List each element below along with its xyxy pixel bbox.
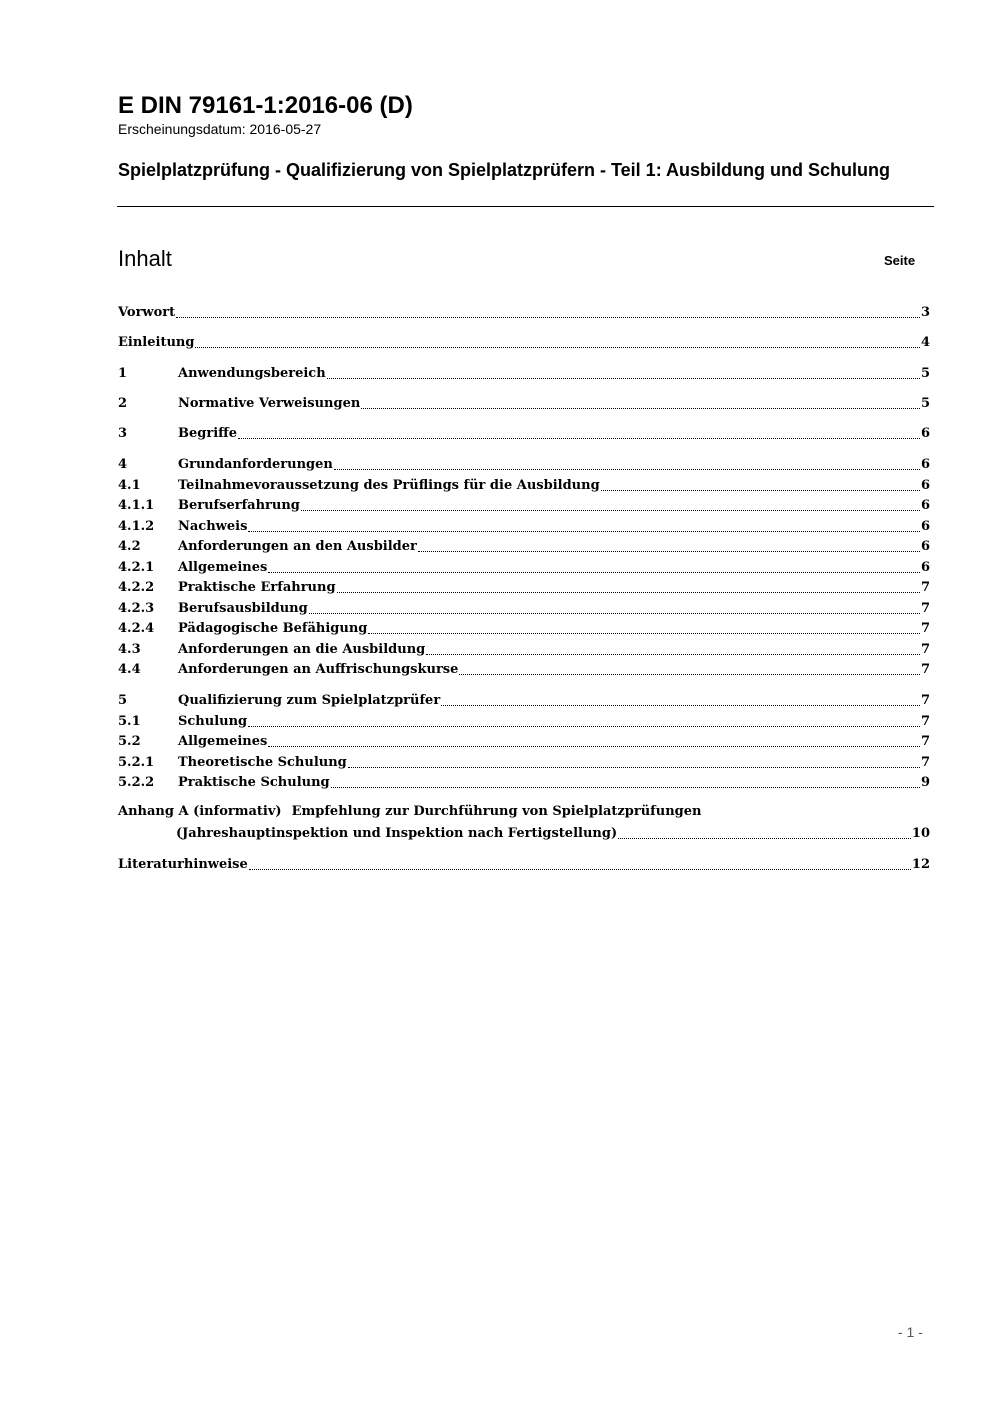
toc-annex-entry[interactable]	[118, 803, 701, 821]
toc-entry-page: 9	[920, 775, 930, 790]
toc-entry-label: Begriffe	[178, 426, 238, 441]
toc-leader-dots	[331, 787, 920, 788]
toc-leader-dots	[248, 531, 920, 532]
toc-entry-number: 4.1.2	[118, 519, 155, 534]
toc-entry-page: 7	[920, 755, 930, 770]
toc-leader-dots	[361, 408, 920, 409]
toc-entry[interactable]	[118, 618, 930, 638]
toc-entry-label: Nachweis	[178, 519, 248, 534]
toc-entry-label: Einleitung	[118, 335, 195, 350]
toc-entry-page: 7	[920, 580, 930, 595]
toc-entry-label: Qualifizierung zum Spielplatzprüfer	[178, 693, 441, 708]
toc-entry-page: 6	[920, 498, 930, 513]
document-title: Spielplatzprüfung - Qualifizierung von Spielplatzprüfern - Teil 1: Ausbildung und Schulung	[118, 160, 890, 180]
toc-entry-number: 1	[118, 366, 128, 381]
toc-leader-dots	[441, 705, 920, 706]
toc-entry-number: 4.4	[118, 662, 141, 677]
title-divider	[117, 206, 934, 207]
toc-entry-page: 7	[920, 601, 930, 616]
toc-entry-label: Anforderungen an den Ausbilder	[178, 539, 417, 554]
toc-entry-page: 6	[920, 560, 930, 575]
toc-entry-label: Normative Verweisungen	[178, 396, 361, 411]
toc-entry-page: 6	[920, 519, 930, 534]
toc-entry[interactable]	[118, 639, 930, 659]
toc-entry-label: Grundanforderungen	[178, 457, 333, 472]
toc-leader-dots	[327, 378, 920, 379]
toc-entry-number: 3	[118, 426, 128, 441]
toc-entry-number: 4	[118, 457, 128, 472]
toc-entry-label: Anforderungen an Auffrischungskurse	[178, 662, 459, 677]
toc-entry-page: 7	[920, 662, 930, 677]
toc-entry-number: 5.2.2	[118, 775, 155, 790]
toc-leader-dots	[176, 317, 920, 318]
toc-entry-number: 4.1	[118, 478, 141, 493]
toc-entry-label: Pädagogische Befähigung	[178, 621, 368, 636]
toc-entry[interactable]	[118, 393, 930, 413]
toc-leader-dots	[426, 654, 920, 655]
toc-entry-bibliography[interactable]	[118, 854, 930, 874]
toc-entry-label: Berufserfahrung	[178, 498, 300, 513]
toc-entry[interactable]	[118, 302, 930, 322]
toc-entry[interactable]	[118, 495, 930, 515]
toc-leader-dots	[368, 633, 920, 634]
toc-entry[interactable]	[118, 731, 930, 751]
toc-entry[interactable]	[118, 752, 930, 772]
toc-entry-page: 6	[920, 426, 930, 441]
page-number: - 1 -	[898, 1324, 923, 1340]
toc-entry-number: 5.2	[118, 734, 141, 749]
toc-entry-label: Teilnahmevoraussetzung des Prüflings für die Ausbildung	[178, 478, 600, 493]
toc-entry[interactable]	[118, 772, 930, 792]
toc-entry[interactable]	[118, 598, 930, 618]
toc-entry[interactable]	[118, 363, 930, 383]
toc-entry-page: 7	[920, 714, 930, 729]
toc-leader-dots	[348, 767, 920, 768]
toc-entry-page: 7	[920, 693, 930, 708]
toc-entry-page: 7	[920, 642, 930, 657]
toc-entry-label: Schulung	[178, 714, 248, 729]
toc-annex-title-cont: (Jahreshauptinspektion und Inspektion nach Fertigstellung)	[176, 826, 618, 841]
toc-leader-dots	[195, 347, 920, 348]
toc-leader-dots	[248, 726, 920, 727]
toc-leader-dots	[268, 746, 920, 747]
toc-entry-label: Allgemeines	[178, 734, 268, 749]
toc-leader-dots	[618, 838, 911, 839]
toc-entry-label: Theoretische Schulung	[178, 755, 347, 770]
publication-date: Erscheinungsdatum: 2016-05-27	[118, 121, 322, 137]
toc-entry-number: 4.1.1	[118, 498, 155, 513]
toc-leader-dots	[268, 572, 920, 573]
toc-entry-number: 4.2.1	[118, 560, 155, 575]
toc-leader-dots	[301, 510, 920, 511]
toc-leader-dots	[249, 869, 911, 870]
toc-entry[interactable]	[118, 577, 930, 597]
toc-leader-dots	[601, 490, 920, 491]
toc-entry[interactable]	[118, 423, 930, 443]
toc-entry-page: 7	[920, 621, 930, 636]
toc-entry-page: 10	[911, 826, 930, 841]
toc-entry-page: 5	[920, 366, 930, 381]
toc-leader-dots	[238, 438, 920, 439]
toc-entry-label: Praktische Schulung	[178, 775, 330, 790]
toc-entry-page: 12	[911, 857, 930, 872]
toc-entry-page: 7	[920, 734, 930, 749]
toc-entry[interactable]	[118, 454, 930, 474]
toc-entry-label: Literaturhinweise	[118, 857, 248, 872]
toc-entry[interactable]	[118, 557, 930, 577]
toc-entry-label: Anforderungen an die Ausbildung	[178, 642, 426, 657]
toc-leader-dots	[309, 613, 920, 614]
toc-entry-label: Anwendungsbereich	[178, 366, 326, 381]
toc-heading: Inhalt	[118, 246, 172, 271]
toc-annex-label: Anhang A (informativ)	[118, 804, 282, 819]
toc-annex-title: Empfehlung zur Durchführung von Spielplatzprüfungen	[291, 804, 702, 819]
toc-entry-page: 6	[920, 478, 930, 493]
toc-entry-number: 5.1	[118, 714, 141, 729]
toc-entry-number: 4.2.4	[118, 621, 155, 636]
toc-entry-page: 6	[920, 457, 930, 472]
toc-entry[interactable]	[118, 475, 930, 495]
toc-entry[interactable]	[118, 711, 930, 731]
toc-leader-dots	[337, 592, 920, 593]
toc-entry-page: 3	[920, 305, 930, 320]
toc-entry-label: Allgemeines	[178, 560, 268, 575]
toc-entry[interactable]	[118, 516, 930, 536]
toc-entry-number: 4.2.3	[118, 601, 155, 616]
toc-entry-page: 5	[920, 396, 930, 411]
toc-entry-number: 5.2.1	[118, 755, 155, 770]
toc-leader-dots	[459, 674, 920, 675]
toc-entry-label: Berufsausbildung	[178, 601, 308, 616]
toc-entry[interactable]	[118, 659, 930, 679]
toc-entry-number: 4.2	[118, 539, 141, 554]
toc-entry[interactable]	[118, 536, 930, 556]
toc-entry-page: 6	[920, 539, 930, 554]
toc-entry-label: Praktische Erfahrung	[178, 580, 336, 595]
toc-entry-number: 4.2.2	[118, 580, 155, 595]
toc-entry-number: 4.3	[118, 642, 141, 657]
toc-entry[interactable]	[118, 690, 930, 710]
toc-leader-dots	[418, 551, 920, 552]
toc-entry-number: 5	[118, 693, 128, 708]
toc-entry-page: 4	[920, 335, 930, 350]
toc-entry-number: 2	[118, 396, 128, 411]
toc-annex-continuation[interactable]	[176, 823, 930, 843]
toc-entry[interactable]	[118, 332, 930, 352]
toc-entry-label: Vorwort	[118, 305, 176, 320]
toc-page-column-label: Seite	[884, 253, 916, 268]
document-id: E DIN 79161-1:2016-06 (D)	[118, 92, 413, 119]
toc-leader-dots	[334, 469, 920, 470]
